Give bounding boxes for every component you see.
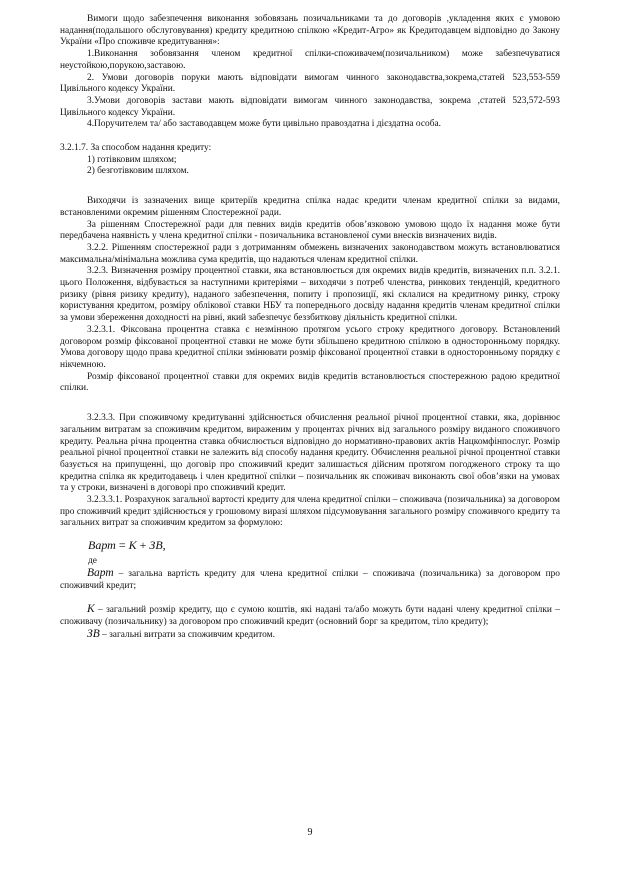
paragraph-fixed: Розмір фіксованої процентної ставки для окремих видів кредитів встановлюється спостережною радою кредитної спілки. [60,371,560,394]
paragraph-req2: 2. Умови договорів поруки мають відповідати вимогам чинного законодавства,зокрема,статей 523,553-559 Цивільного кодексу України. [60,72,560,95]
definition-symbol: К [87,603,95,616]
definition-text: – загальний розмір кредиту, що є сумою коштів, які надані та/або можуть бути надані члену кредитної спілки – споживачу (позичальнику) за договором про споживчий кредит (основний борг за кредитом, тіло кредиту); [60,605,560,627]
paragraph-s3231: 3.2.3.1. Фіксована процентна ставка є незмінною протягом усього строку кредитного договору. Встановлений договором розмір фіксованої процентної ставки не може бути збільшено кредитною спілкою в односторонньому порядку. Умова договору щодо права кредитної спілки змінювати розмір фіксованої процентної ставки в односторонньому порядку є нікчемною. [60,324,560,370]
paragraph-req1: 1.Виконання зобовязання членом кредитної спілки-споживачем(позичальником) може забезпечуватися неустойкою,порукою,заставою. [60,49,560,71]
definition-def-zv [60,629,560,642]
spacer [60,395,560,413]
page-number: 9 [307,827,313,838]
definition-def-vart [60,568,560,592]
paragraph-req3: 3.Умови договорів застави мають відповідати вимогам чинного законодавства, зокрема ,статей 523,572-593 Цивільного кодексу України. [60,95,560,118]
paragraph-proceed: Виходячи із зазначених вище критеріїв кредитна спілка надає кредити членам кредитної спілки за видами, встановленими окремим рішенням Спостережної ради. [60,196,560,218]
definition-text: – загальні витрати за споживчим кредитом. [99,629,275,640]
paragraph-s323: 3.2.3. Визначення розміру процентної ставки, яка встановлюється для окремих видів кредитів, визначених п.п. 3.2.1. цього Положення, відбувається за наступними критеріями – виходячи з потреб членства, ринкових тенденцій, кредитного ризику (рівня ризику кредиту), наданого забезпечення, попиту і пропозиції, які склалися на кредитному ринку, строку користування кредитом, розміру облікової ставки НБУ та попереднього досвіду надання кредитів членам кредитної спілки за умови збереження доходності на рівні, який забезпечує беззбиткову діяльність кредитної спілки. [60,266,560,324]
formula-zv: ЗВ [149,538,163,553]
definition-symbol: Варт [87,566,114,579]
formula-plus: + [139,538,147,553]
cost-formula [60,538,560,553]
formula-equals: = [118,538,126,553]
formula-k: К [128,538,137,553]
paragraph-way1: 1) готівковим шляхом; [87,154,177,165]
where-label: де [88,556,97,567]
paragraph-s32331: 3.2.3.3.1. Розрахунок загальної вартості кредиту для члена кредитної спілки – споживача (позичальника) за договором про споживчий кредит здійснюється у грошовому виразі шляхом підсумовування загального розміру споживчого кредиту та загальних витрат за споживчим кредитом за формулою: [60,495,560,529]
spacer [60,592,560,604]
spacer [60,131,560,143]
paragraph-intro: Вимоги щодо забезпечення виконання зобовязань позичальниками та до договорів ,укладення яких є умовою надання(подальшого обслуговування) кредиту кредитною спілкою «Кредит-Агро» як Кредитодавцем відповідно до Закону України «Про споживче кредитування»: [60,14,560,48]
formula-tail: , [162,538,166,553]
definition-def-k [60,604,560,628]
spacer [60,178,560,196]
paragraph-s3217: 3.2.1.7. За способом надання кредиту: [60,143,212,154]
definitions-list [60,568,560,642]
formula-lhs: Варт [88,538,116,553]
definition-text: – загальна вартість кредиту для члена кредитної спілки – споживача (позичальника) за договором про споживчий кредит; [60,568,560,591]
paragraph-s322: 3.2.2. Рішенням спостережної ради з дотриманням обмежень визначених законодавством можуть встановлюватися максимальна/мінімальна можлива сума кредитів, що надаються членам кредитної спілки. [60,242,560,265]
paragraph-req4: 4.Поручителем та/ або заставодавцем може бути цивільно правоздатна і дієздатна особа. [87,119,441,130]
definition-symbol: ЗВ [87,627,100,640]
document-body [60,14,560,530]
paragraph-decision: За рішенням Спостережної ради для певних видів кредитів обов’язковою умовою щодо їх надання може бути передбачена наявність у члена кредитної спілки - позичальника встановленої суми внесків визначених видів. [60,219,560,242]
paragraph-way2: 2) безготівковим шляхом. [87,166,189,177]
paragraph-s3233: 3.2.3.3. При споживчому кредитуванні здійснюється обчислення реальної річної процентної ставки, яка, дорівнює загальним витратам за споживчим кредитом, вираженим у процентах річних від загального розміру виданого споживчого кредиту. Реальна річна процентна ставка обчислюється відповідно до нормативно-правових актів Нацкомфінпослуг. Розмір реальної річної процентної ставки не залежить від способу надання кредиту. Обчислення реальної річної процентної ставки базується на припущенні, що договір про споживчий кредит залишається дійсним протягом погодженого строку та що кредитна спілка як кредитодавець і член кредитної спілки – позичальник як споживач виконають свої обов’язки на умовах та у строки, визначені в договорі про споживчий кредит. [60,413,560,494]
